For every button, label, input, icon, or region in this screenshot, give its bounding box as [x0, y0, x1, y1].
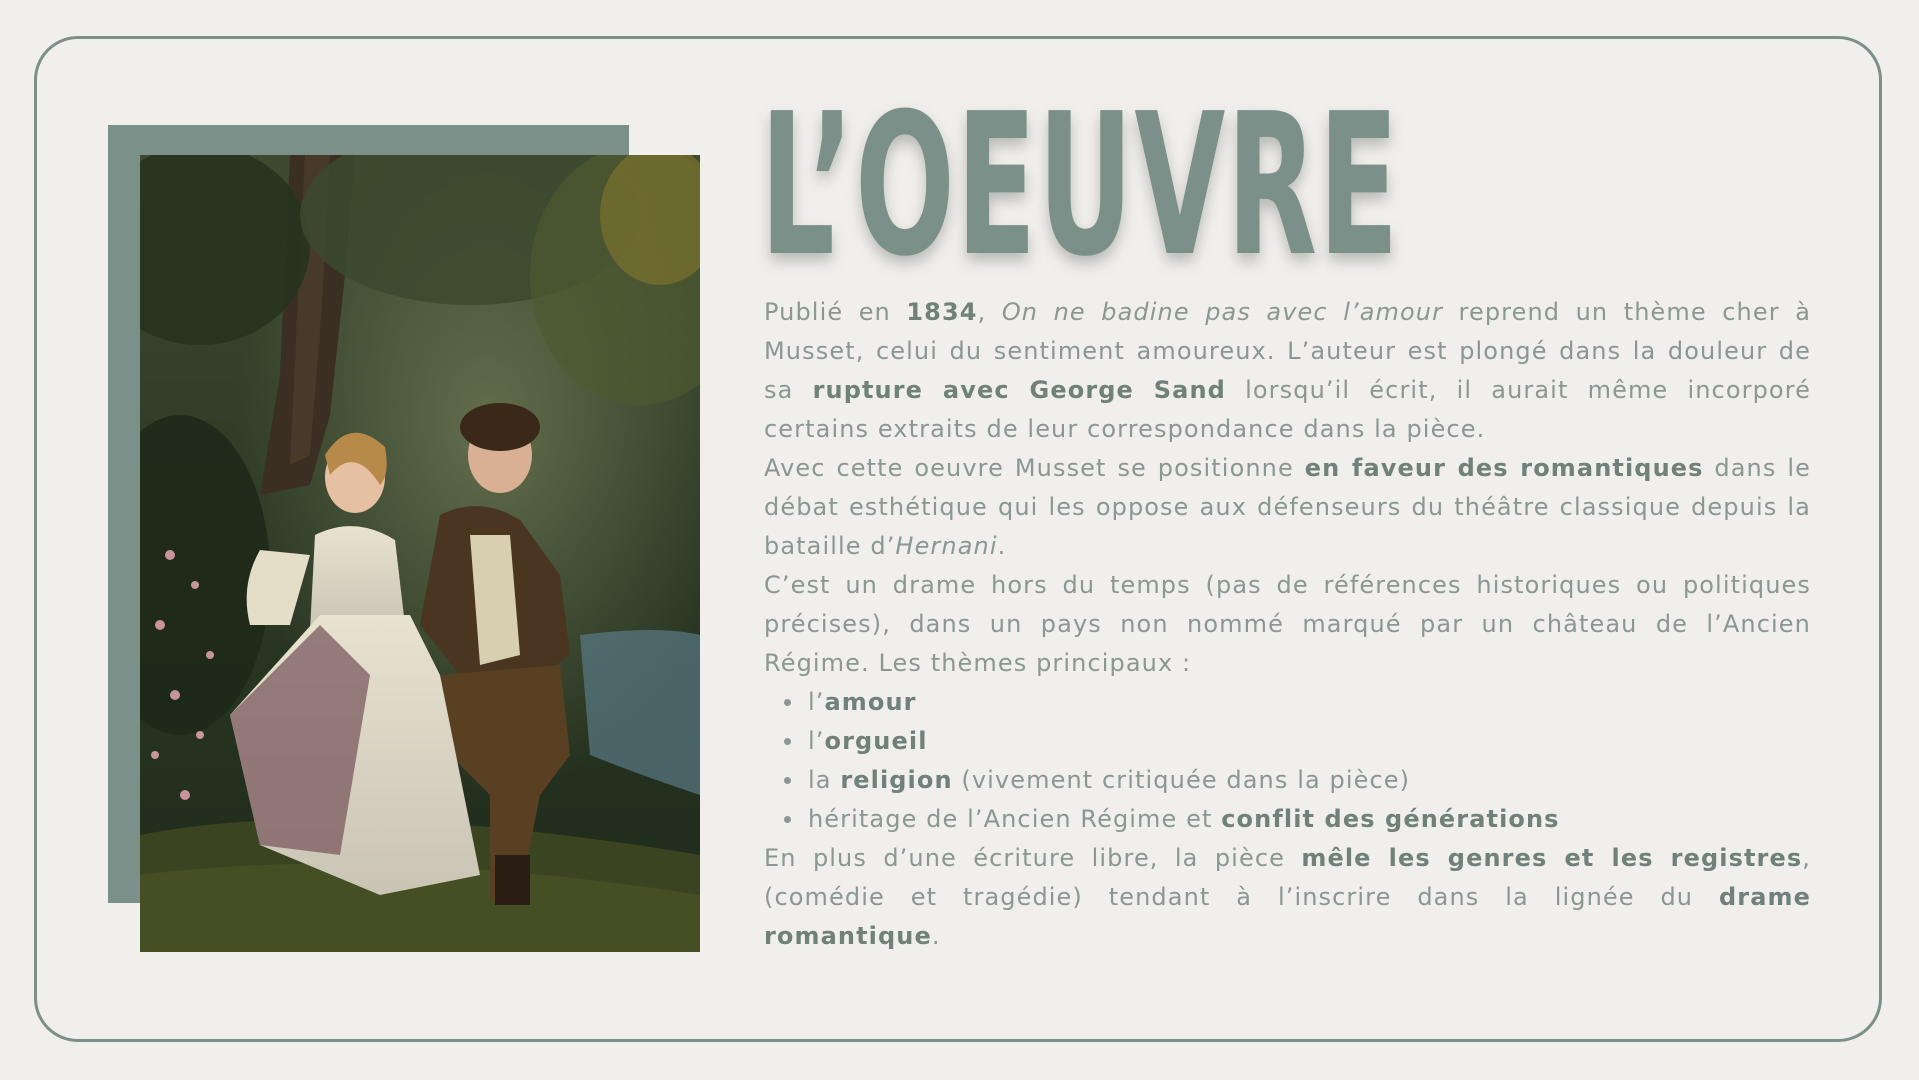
paragraph-publication: Publié en 1834, On ne badine pas avec l’amour reprend un thème cher à Musset, celui du sentiment amoureux. L’auteur est plongé dans la douleur de sa rupture avec George Sand lorsqu’il écrit, il aurait même incorporé certains extraits de leur correspondance dans la pièce.	[764, 298, 1812, 443]
list-item: la religion (vivement critiquée dans la pièce)	[764, 761, 1811, 800]
paragraph-genres: En plus d’une écriture libre, la pièce mêle les genres et les registres, (comédie et tragédie) tendant à l’inscrire dans la lignée du drame romantique.	[764, 844, 1811, 950]
page-title: L’OEUVRE	[760, 72, 1400, 300]
list-item: l’orgueil	[764, 722, 1811, 761]
themes-list	[764, 683, 1811, 839]
list-item: l’amour	[764, 683, 1811, 722]
body-text	[764, 293, 1811, 956]
painting-image	[140, 155, 700, 952]
paragraph-drama: C’est un drame hors du temps (pas de références historiques ou politiques précises), dans un pays non nommé marqué par un château de l’Ancien Régime. Les thèmes principaux :	[764, 571, 1811, 677]
list-item: héritage de l’Ancien Régime et conflit des générations	[764, 800, 1811, 839]
paragraph-romantics: Avec cette oeuvre Musset se positionne en faveur des romantiques dans le débat esthétique qui les oppose aux défenseurs du théâtre classique depuis la bataille d’Hernani.	[764, 454, 1811, 560]
